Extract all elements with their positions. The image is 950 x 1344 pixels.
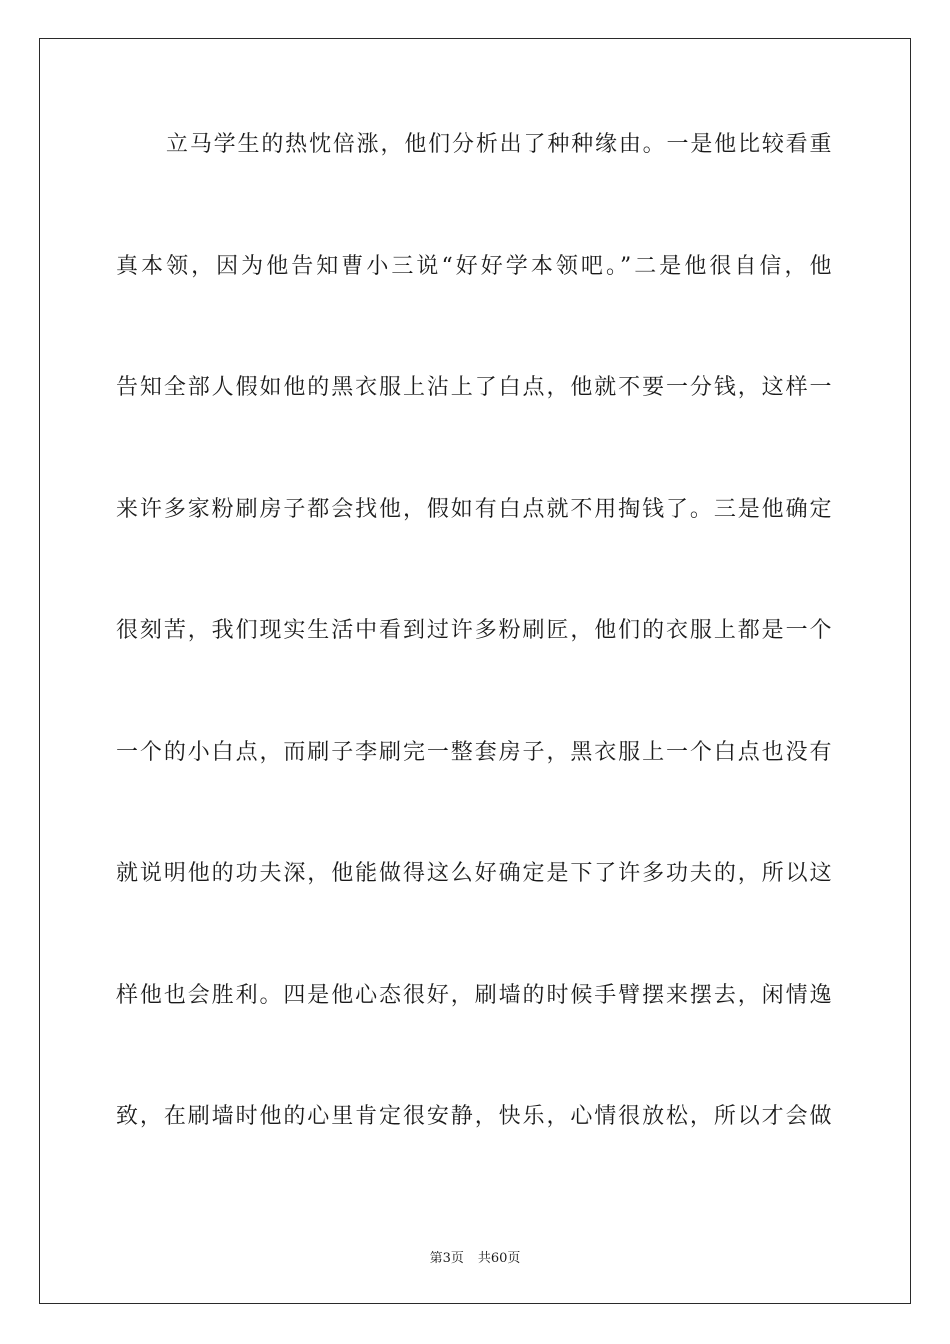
text-line: 样他也会胜利。四是他心态很好，刷墙的时候手臂摆来摆去，闲情逸 — [116, 982, 832, 1008]
text-line: 立马学生的热忱倍涨，他们分析出了种种缘由。一是他比较看重 — [166, 132, 832, 157]
body-text — [116, 128, 832, 1134]
page-footer — [0, 1250, 950, 1268]
text-line: 来许多家粉刷房子都会找他，假如有白点就不用掏钱了。三是他确定 — [116, 496, 832, 522]
text-line: 一个的小白点，而刷子李刷完一整套房子，黑衣服上一个白点也没有 — [116, 739, 832, 765]
text-line: 告知全部人假如他的黑衣服上沾上了白点，他就不要一分钱，这样一 — [116, 375, 832, 400]
text-line: 就说明他的功夫深，他能做得这么好确定是下了许多功夫的，所以这 — [116, 861, 832, 886]
text-line: 很刻苦，我们现实生活中看到过许多粉刷匠，他们的衣服上都是一个 — [116, 618, 832, 643]
text-line: 致，在刷墙时他的心里肯定很安静，快乐，心情很放松，所以才会做 — [116, 1104, 832, 1129]
total-page-count: 共60页 — [477, 1251, 521, 1266]
current-page-number: 第3页 — [429, 1251, 464, 1266]
text-line: 真本领，因为他告知曹小三说“好好学本领吧。”二是他很自信，他 — [116, 253, 832, 279]
